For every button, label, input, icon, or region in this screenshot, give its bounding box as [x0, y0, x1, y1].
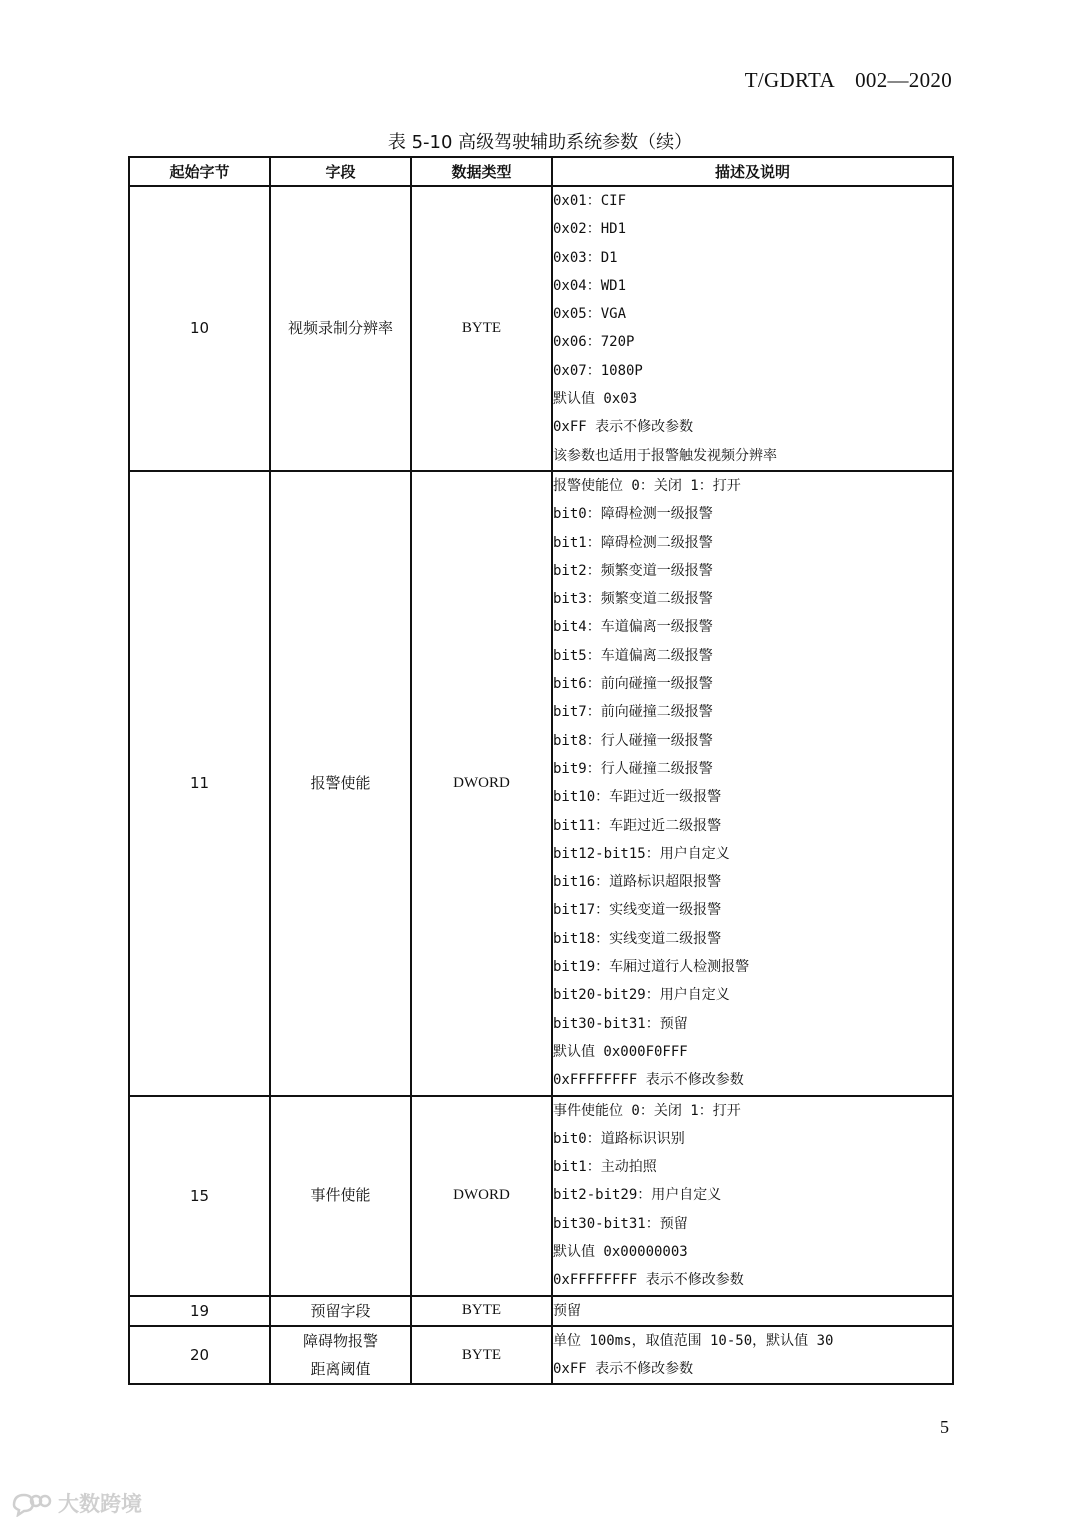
cell-field [270, 1296, 411, 1326]
field-name-line: 视频录制分辨率 [287, 319, 393, 338]
description-line: 0x05：VGA [553, 306, 627, 323]
cell-field [270, 1096, 411, 1296]
description-line: bit5：车道偏离二级报警 [553, 647, 713, 664]
description-line: 0x02：HD1 [553, 221, 627, 238]
cell-description [552, 1296, 953, 1326]
document-code: T/GDRTA 002—2020 [744, 68, 952, 92]
cell-description [552, 471, 953, 1096]
description-line: bit30-bit31：预留 [553, 1215, 688, 1232]
cell-start-byte: 19 [129, 1296, 270, 1326]
field-name-line: 距离阈值 [310, 1360, 371, 1379]
cell-start-byte: 10 [129, 186, 270, 471]
page-number: 5 [940, 1417, 949, 1437]
description-line: 0xFFFFFFFF 表示不修改参数 [553, 1272, 744, 1289]
cell-data-type: BYTE [411, 1326, 552, 1385]
description-line: 单位 100ms，取值范围 10-50，默认值 30 [553, 1332, 834, 1349]
column-header-description: 描述及说明 [552, 157, 953, 186]
description-line: 0x06：720P [553, 334, 635, 351]
description-line: 0xFF 表示不修改参数 [553, 419, 694, 436]
description-line: bit19：车厢过道行人检测报警 [553, 959, 750, 976]
description-line: bit11：车距过近二级报警 [553, 817, 722, 834]
description-line: 0xFF 表示不修改参数 [553, 1361, 694, 1378]
description-line: bit7：前向碰撞二级报警 [553, 704, 713, 721]
description-line: bit20-bit29：用户自定义 [553, 987, 730, 1004]
description-line: bit2-bit29：用户自定义 [553, 1187, 722, 1204]
description-line: bit8：行人碰撞一级报警 [553, 732, 713, 749]
field-name-line: 事件使能 [310, 1186, 371, 1205]
table-row [129, 471, 953, 1096]
description-line: bit2：频繁变道一级报警 [553, 562, 713, 579]
description-line: 0xFFFFFFFF 表示不修改参数 [553, 1072, 744, 1089]
description-line: 预留 [553, 1302, 581, 1319]
description-line: bit4：车道偏离一级报警 [553, 619, 713, 636]
description-line: bit10：车距过近一级报警 [553, 789, 722, 806]
field-name-line: 报警使能 [310, 774, 371, 793]
description-line: bit16：道路标识超限报警 [553, 874, 722, 891]
description-line: bit18：实线变道二级报警 [553, 930, 722, 947]
description-line: 0x04：WD1 [553, 277, 627, 294]
table-title: 表 5-10 高级驾驶辅助系统参数（续） [387, 132, 693, 153]
description-line: 默认值 0x000F0FFF [553, 1043, 688, 1060]
table-row [129, 1096, 953, 1296]
description-line: bit3：频繁变道二级报警 [553, 591, 713, 608]
table-row [129, 1326, 953, 1385]
field-name-line: 预留字段 [310, 1301, 371, 1320]
description-line: bit0：道路标识识别 [553, 1130, 685, 1147]
cell-data-type: DWORD [411, 1096, 552, 1296]
cell-description [552, 1326, 953, 1385]
cell-data-type: BYTE [411, 1296, 552, 1326]
table-header-row [129, 157, 953, 186]
description-line: 该参数也适用于报警触发视频分辨率 [553, 447, 777, 464]
watermark [10, 1488, 142, 1518]
description-line: bit1：障碍检测二级报警 [553, 534, 713, 551]
table-body [129, 186, 953, 1384]
cell-data-type: DWORD [411, 471, 552, 1096]
description-line: 0x07：1080P [553, 362, 643, 379]
description-line: 报警使能位 0：关闭 1：打开 [553, 477, 741, 494]
table-row [129, 1296, 953, 1326]
column-header-field: 字段 [270, 157, 411, 186]
cell-field [270, 1326, 411, 1385]
cell-description [552, 186, 953, 471]
description-line: 默认值 0x03 [553, 391, 638, 408]
description-line: 0x03：D1 [553, 249, 618, 266]
cell-start-byte: 15 [129, 1096, 270, 1296]
description-line: bit9：行人碰撞二级报警 [553, 760, 713, 777]
description-line: bit6：前向碰撞一级报警 [553, 676, 713, 693]
cell-field [270, 471, 411, 1096]
description-line: bit0：障碍检测一级报警 [553, 506, 713, 523]
cell-start-byte: 11 [129, 471, 270, 1096]
description-line: 0x01：CIF [553, 193, 627, 209]
column-header-data-type: 数据类型 [411, 157, 552, 186]
description-line: bit1：主动拍照 [553, 1159, 657, 1176]
description-line: bit12-bit15：用户自定义 [553, 845, 730, 862]
cell-description [552, 1096, 953, 1296]
table-row [129, 186, 953, 471]
cell-field [270, 186, 411, 471]
watermark-text: 大数跨境 [58, 1492, 142, 1516]
description-line: bit30-bit31：预留 [553, 1015, 688, 1032]
column-header-start-byte: 起始字节 [129, 157, 270, 186]
chat-bubble-logo-icon [10, 1489, 52, 1517]
description-line: 默认值 0x00000003 [553, 1243, 688, 1260]
description-line: bit17：实线变道一级报警 [553, 902, 722, 919]
cell-start-byte: 20 [129, 1326, 270, 1385]
cell-data-type: BYTE [411, 186, 552, 471]
field-name-line: 障碍物报警 [302, 1331, 378, 1350]
parameter-table [128, 156, 954, 1385]
description-line: 事件使能位 0：关闭 1：打开 [553, 1102, 741, 1119]
